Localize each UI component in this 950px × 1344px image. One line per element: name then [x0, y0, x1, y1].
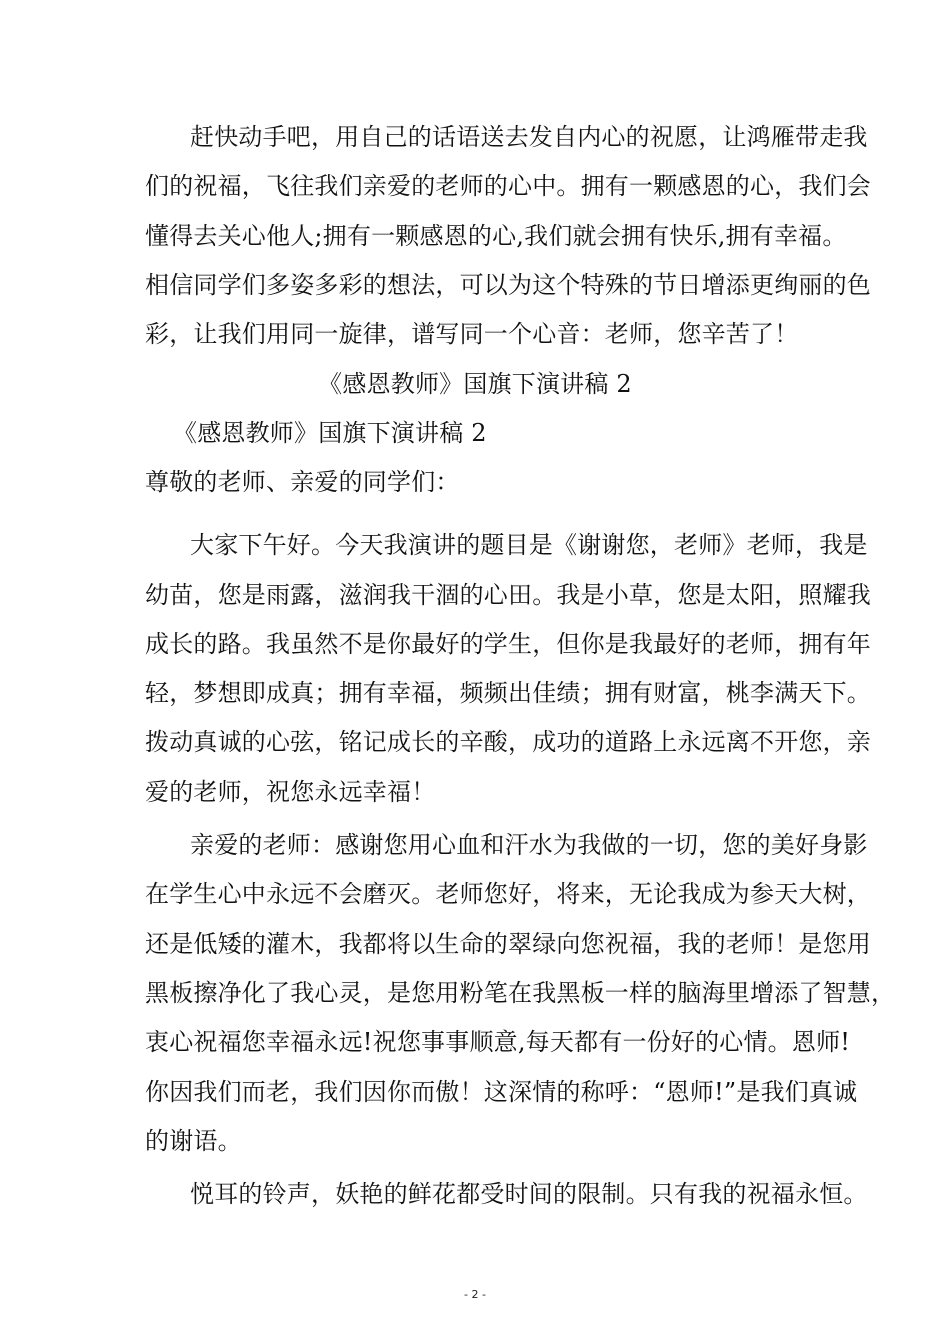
paragraph-1-line-3: 懂得去关心他人;拥有一颗感恩的心,我们就会拥有快乐,拥有幸福。: [145, 222, 847, 250]
paragraph-1-line-1: 赶快动手吧，用自己的话语送去发自内心的祝愿，让鸿雁带走我: [190, 123, 868, 151]
paragraph-2-line-5: 拨动真诚的心弦，铭记成长的辛酸，成功的道路上永远离不开您，亲: [145, 728, 871, 756]
paragraph-3-line-6: 你因我们而老，我们因你而傲！这深情的称呼：“恩师!”是我们真诚: [145, 1078, 858, 1106]
paragraph-2-line-4: 轻，梦想即成真；拥有幸福，频频出佳绩；拥有财富，桃李满天下。: [145, 679, 871, 707]
paragraph-1-line-2: 们的祝福，飞往我们亲爱的老师的心中。拥有一颗感恩的心，我们会: [145, 172, 871, 200]
paragraph-2-line-2: 幼苗，您是雨露，滋润我干涸的心田。我是小草，您是太阳，照耀我: [145, 581, 871, 609]
paragraph-3-line-1: 亲爱的老师：感谢您用心血和汗水为我做的一切，您的美好身影: [190, 831, 868, 859]
paragraph-3-line-2: 在学生心中永远不会磨灭。老师您好，将来，无论我成为参天大树，: [145, 880, 871, 908]
paragraph-4-line-1: 悦耳的铃声，妖艳的鲜花都受时间的限制。只有我的祝福永恒。: [190, 1180, 868, 1208]
paragraph-2-line-6: 爱的老师，祝您永远幸福！: [145, 778, 436, 806]
section-title: 《感恩教师》国旗下演讲稿 2: [318, 370, 632, 398]
paragraph-1-line-4: 相信同学们多姿多彩的想法，可以为这个特殊的节日增添更绚丽的色: [145, 271, 871, 299]
paragraph-3-line-3: 还是低矮的灌木，我都将以生命的翠绿向您祝福，我的老师！是您用: [145, 930, 871, 958]
paragraph-3-line-5: 衷心祝福您幸福永远!祝您事事顺意,每天都有一份好的心情。恩师!: [145, 1028, 851, 1056]
paragraph-3-line-7: 的谢语。: [145, 1127, 242, 1155]
speech-subtitle: 《感恩教师》国旗下演讲稿 2: [173, 419, 487, 447]
salutation: 尊敬的老师、亲爱的同学们：: [145, 468, 460, 496]
paragraph-3-line-4: 黑板擦净化了我心灵，是您用粉笔在我黑板一样的脑海里增添了智慧，: [145, 979, 896, 1007]
page-number: - 2 -: [464, 1288, 486, 1301]
paragraph-2-line-1: 大家下午好。今天我演讲的题目是《谢谢您，老师》老师，我是: [190, 531, 868, 559]
paragraph-1-line-5: 彩，让我们用同一旋律，谱写同一个心音：老师，您辛苦了！: [145, 320, 799, 348]
paragraph-2-line-3: 成长的路。我虽然不是你最好的学生，但你是我最好的老师，拥有年: [145, 630, 871, 658]
